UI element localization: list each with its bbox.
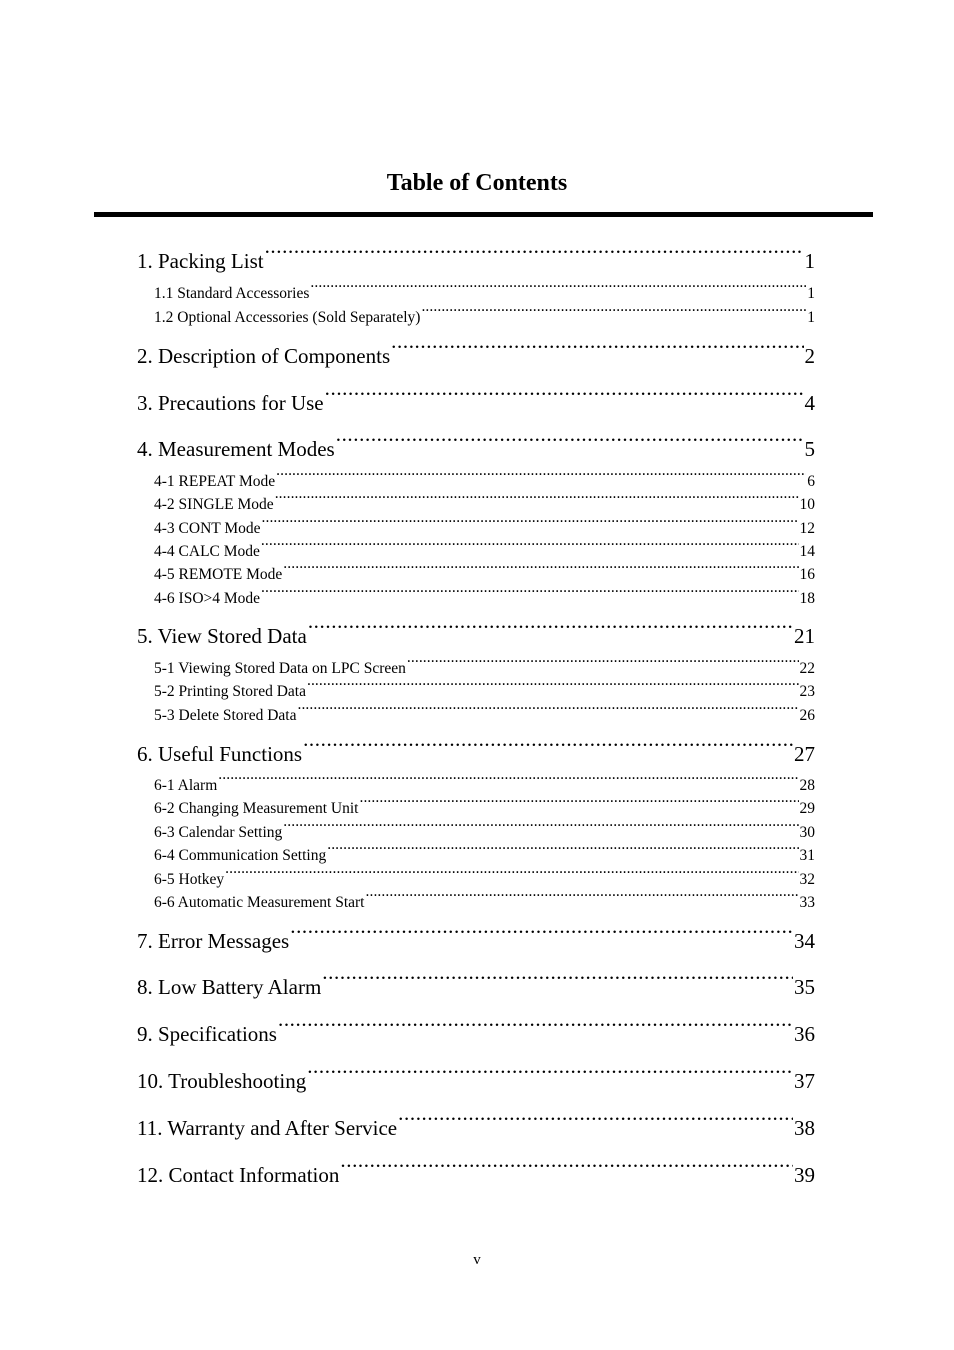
toc-entry-label: 5-2 Printing Stored Data	[154, 683, 306, 700]
page-title: Table of Contents	[386, 170, 568, 196]
toc-entry-label: 5-3 Delete Stored Data	[154, 707, 297, 724]
toc-entry-description-of-components[interactable]	[137, 331, 815, 372]
toc-entry-page: 6	[807, 473, 815, 490]
toc-entry-page: 36	[794, 1022, 815, 1046]
dot-leader	[278, 1009, 793, 1041]
toc-entry-page: 28	[799, 777, 815, 794]
title-rule	[94, 212, 873, 217]
toc-entry-label: 6. Useful Functions	[137, 742, 303, 766]
toc-entry-label: 4-6 ISO>4 Mode	[154, 590, 261, 607]
toc-entry-page: 30	[799, 824, 815, 841]
toc-entry-label: 4-3 CONT Mode	[154, 520, 261, 537]
toc-entry-page: 2	[804, 344, 815, 368]
toc-entry-precautions-for-use[interactable]	[137, 378, 815, 419]
dot-leader	[327, 838, 798, 860]
toc-entry-label: 7. Error Messages	[137, 929, 290, 953]
toc-entry-troubleshooting[interactable]	[137, 1056, 815, 1097]
toc-entry-page: 27	[794, 742, 815, 766]
toc-entry-label: 8. Low Battery Alarm	[137, 975, 322, 999]
toc-entry-label: 5. View Stored Data	[137, 624, 307, 648]
toc-entry-label: 5-1 Viewing Stored Data on LPC Screen	[154, 660, 406, 677]
toc-entry-page: 33	[799, 894, 815, 911]
toc-entry-optional-accessories[interactable]	[154, 300, 815, 329]
dot-leader	[276, 464, 806, 486]
toc-entry-page: 14	[799, 543, 815, 560]
toc-entry-page: 4	[804, 391, 815, 415]
toc-entry-contact-information[interactable]	[137, 1150, 815, 1191]
toc-entry-page: 1	[804, 249, 815, 273]
toc-entry-page: 34	[794, 929, 815, 953]
toc-entry-warranty-and-after-service[interactable]	[137, 1103, 815, 1144]
dot-leader	[407, 651, 799, 673]
dot-leader	[398, 1103, 793, 1135]
dot-leader	[307, 674, 799, 696]
toc-entry-label: 3. Precautions for Use	[137, 391, 324, 415]
toc-entry-error-messages[interactable]	[137, 916, 815, 957]
toc-entry-label: 12. Contact Information	[137, 1163, 340, 1187]
toc-entry-page: 23	[799, 683, 815, 700]
toc-entry-label: 1.2 Optional Accessories (Sold Separately)	[154, 309, 421, 326]
toc-entry-useful-functions[interactable]	[137, 729, 815, 770]
toc-entry-page: 22	[799, 660, 815, 677]
dot-leader	[261, 581, 798, 603]
toc-entry-automatic-measurement-start[interactable]	[154, 885, 815, 914]
toc-entry-label: 6-2 Changing Measurement Unit	[154, 800, 359, 817]
toc-entry-page: 1	[807, 309, 815, 326]
toc-entry-label: 4-2 SINGLE Mode	[154, 496, 274, 513]
toc-entry-page: 10	[799, 496, 815, 513]
dot-leader	[218, 768, 798, 790]
dot-leader	[325, 378, 804, 410]
toc-entry-label: 1.1 Standard Accessories	[154, 285, 310, 302]
dot-leader	[261, 534, 799, 556]
toc-entry-label: 4-4 CALC Mode	[154, 543, 260, 560]
toc-entry-label: 9. Specifications	[137, 1022, 277, 1046]
toc-entry-view-stored-data[interactable]	[137, 611, 815, 652]
toc-entry-label: 6-1 Alarm	[154, 777, 218, 794]
dot-leader	[262, 511, 799, 533]
page-number: v	[473, 1252, 481, 1268]
toc-entry-label: 1. Packing List	[137, 249, 264, 273]
toc-entry-page: 26	[799, 707, 815, 724]
toc-entry-page: 29	[799, 800, 815, 817]
toc-entry-label: 6-3 Calendar Setting	[154, 824, 283, 841]
toc-entry-label: 2. Description of Components	[137, 344, 391, 368]
toc-entry-measurement-modes[interactable]	[137, 424, 815, 465]
toc-entry-page: 1	[807, 285, 815, 302]
dot-leader	[336, 424, 804, 456]
dot-leader	[359, 791, 798, 813]
dot-leader	[283, 815, 798, 837]
toc-entry-packing-list[interactable]	[137, 236, 815, 277]
toc-entry-page: 16	[799, 566, 815, 583]
toc-entry-page: 39	[794, 1163, 815, 1187]
toc-entry-label: 6-6 Automatic Measurement Start	[154, 894, 365, 911]
dot-leader	[322, 962, 793, 994]
toc-entry-page: 18	[799, 590, 815, 607]
dot-leader	[225, 862, 798, 884]
toc-entry-page: 37	[794, 1069, 815, 1093]
toc-entry-page: 31	[799, 847, 815, 864]
dot-leader	[303, 729, 793, 761]
toc-entry-low-battery-alarm[interactable]	[137, 962, 815, 1003]
dot-leader	[310, 276, 806, 298]
dot-leader	[308, 611, 793, 643]
toc-entry-page: 32	[799, 871, 815, 888]
toc-entry-delete-stored-data[interactable]	[154, 698, 815, 727]
dot-leader	[265, 236, 804, 268]
dot-leader	[275, 487, 799, 509]
toc-entry-page: 38	[794, 1116, 815, 1140]
toc-entry-label: 4-5 REMOTE Mode	[154, 566, 283, 583]
toc-entry-iso-mode[interactable]	[154, 581, 815, 610]
toc-entry-label: 10. Troubleshooting	[137, 1069, 307, 1093]
toc-entry-label: 6-4 Communication Setting	[154, 847, 327, 864]
dot-leader	[283, 557, 798, 579]
toc-entry-page: 12	[799, 520, 815, 537]
dot-leader	[366, 885, 799, 907]
toc-entry-page: 5	[804, 437, 815, 461]
dot-leader	[391, 331, 803, 363]
toc-entry-specifications[interactable]	[137, 1009, 815, 1050]
dot-leader	[421, 300, 806, 322]
dot-leader	[297, 698, 798, 720]
toc-entry-label: 11. Warranty and After Service	[137, 1116, 398, 1140]
dot-leader	[307, 1056, 793, 1088]
toc-entry-label: 6-5 Hotkey	[154, 871, 225, 888]
dot-leader	[340, 1150, 793, 1182]
toc-entry-page: 21	[794, 624, 815, 648]
toc-entry-page: 35	[794, 975, 815, 999]
dot-leader	[290, 916, 793, 948]
toc-entry-label: 4. Measurement Modes	[137, 437, 335, 461]
toc-entry-label: 4-1 REPEAT Mode	[154, 473, 276, 490]
